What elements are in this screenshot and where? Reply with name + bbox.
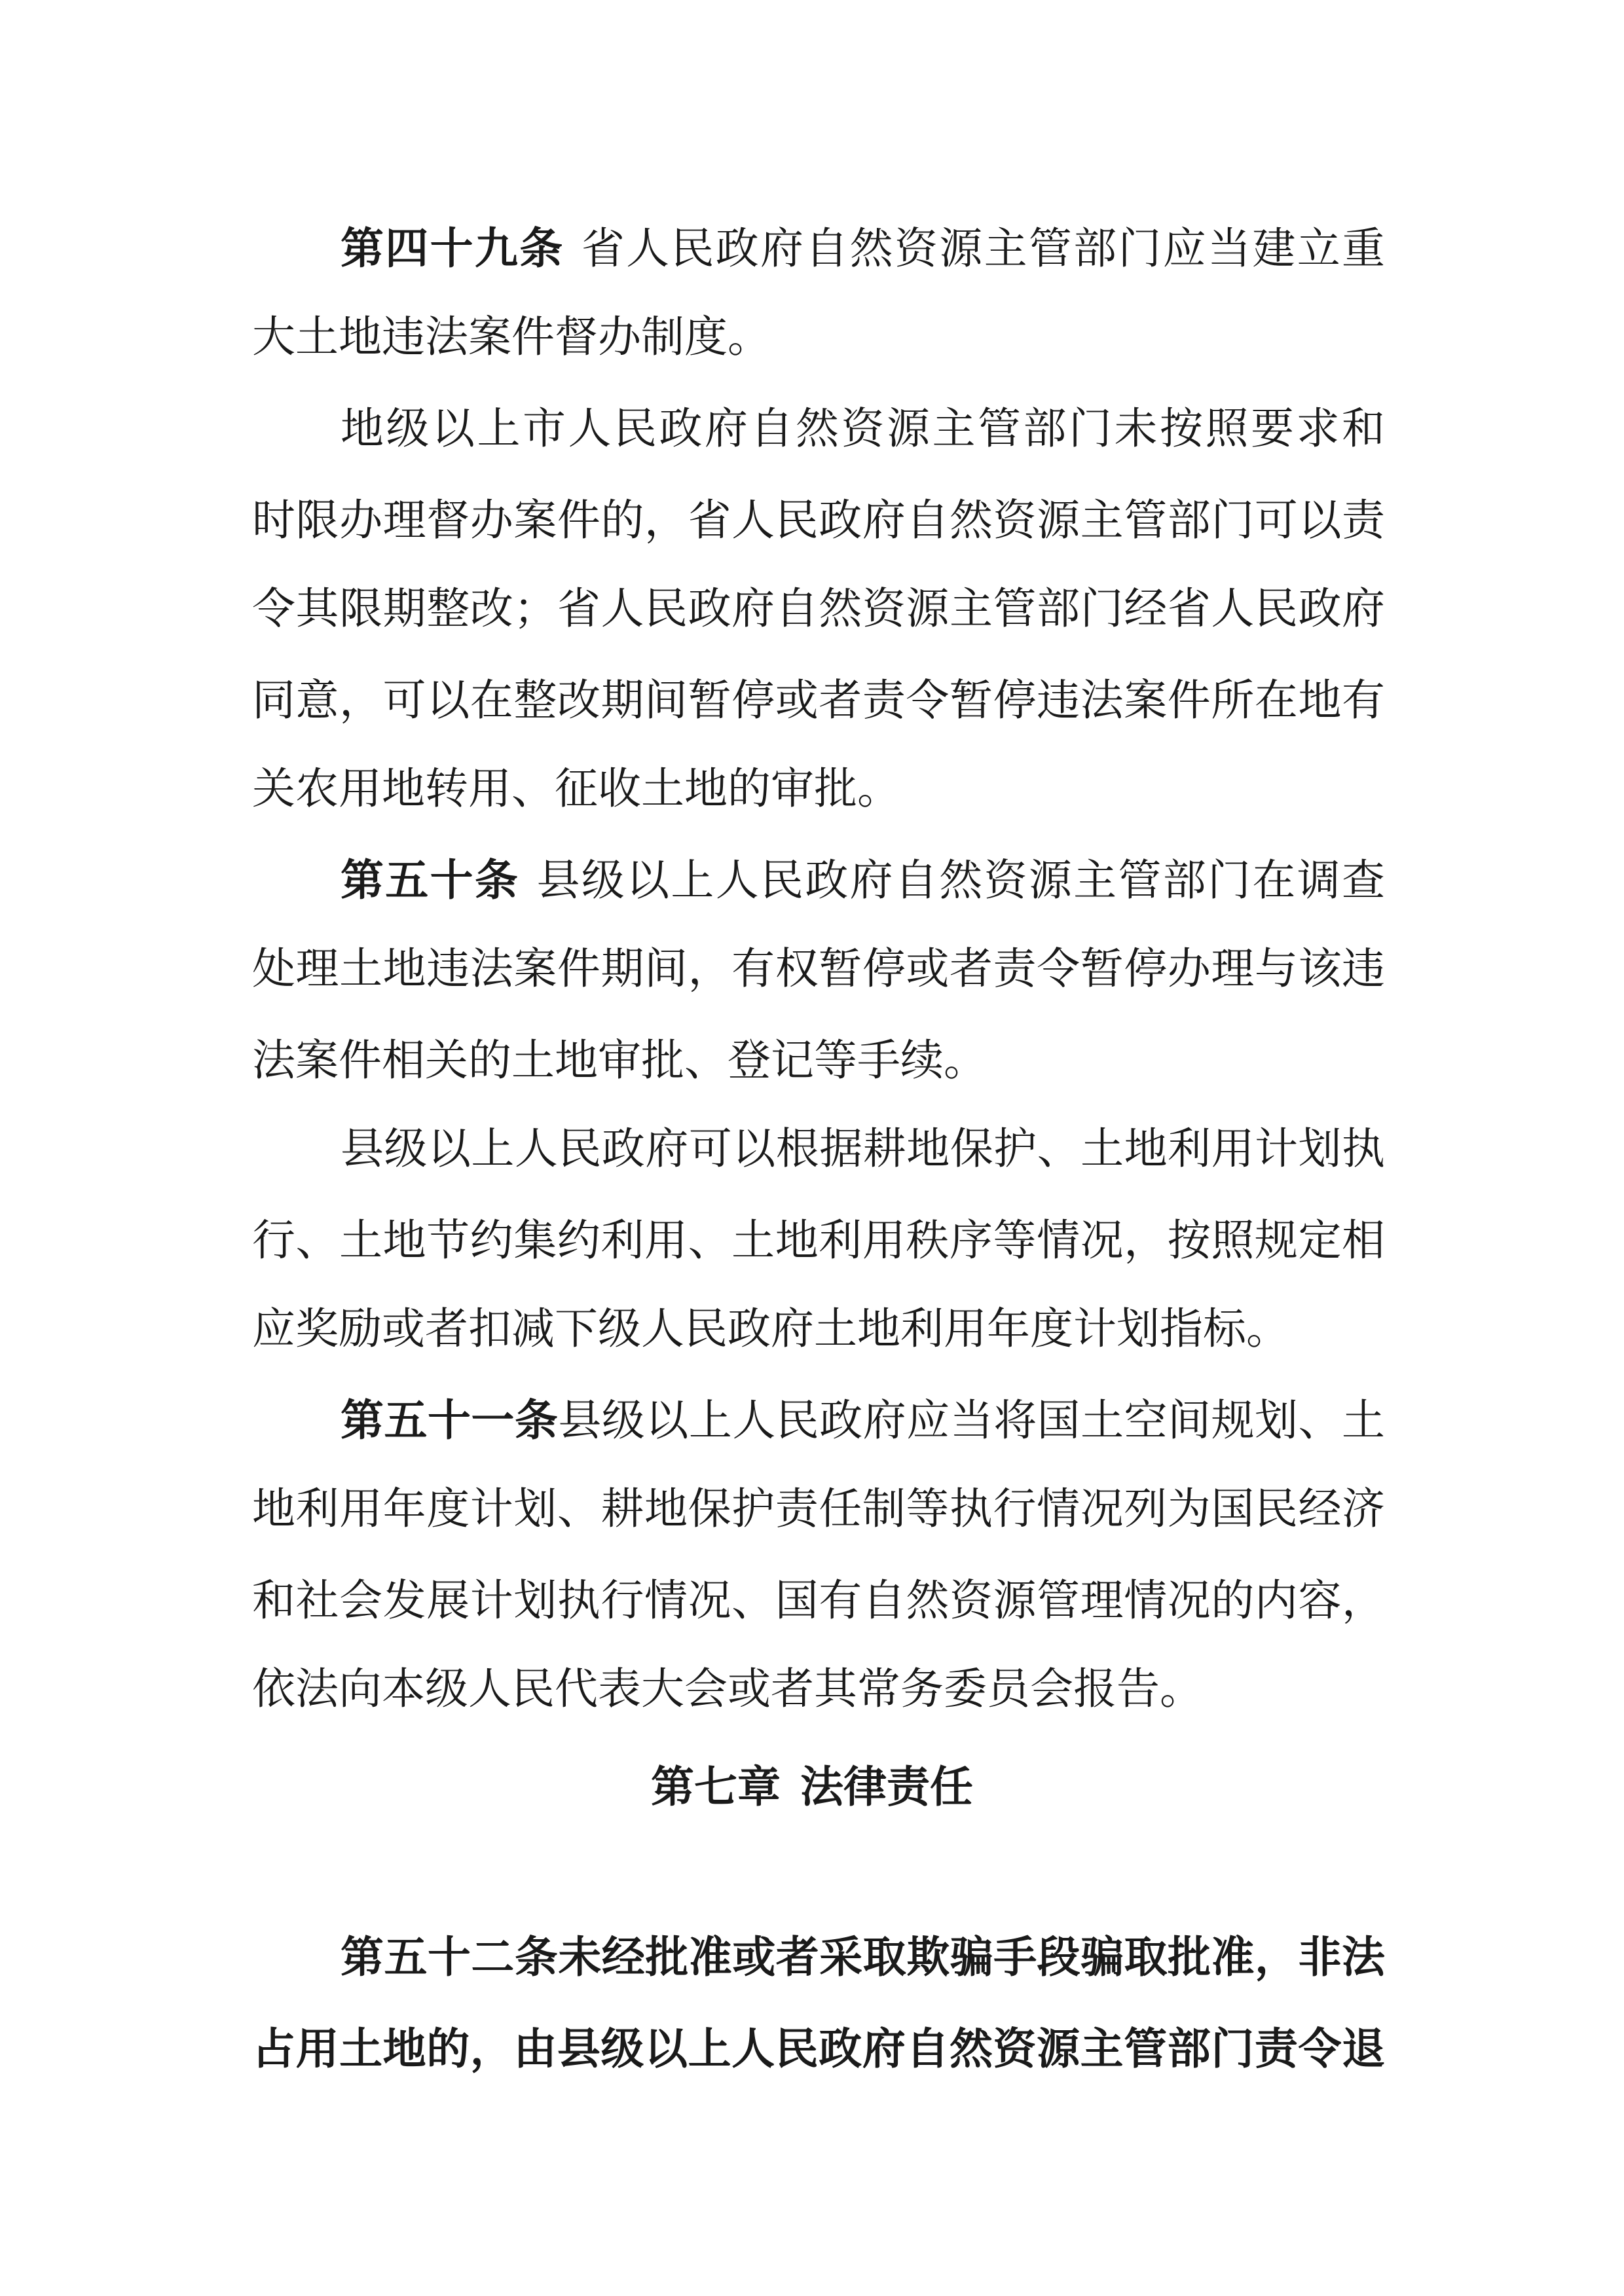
article-50-line-3: 法案件相关的土地审批、登记等手续。 xyxy=(252,1035,987,1085)
article-49-para-2-line-4: 同意，可以在整改期间暂停或者责令暂停违法案件所在地有 xyxy=(252,675,1385,725)
article-49-line-1 xyxy=(341,210,1385,288)
article-49-para-2-line-1: 地级以上市人民政府自然资源主管部门未按照要求和 xyxy=(341,403,1385,454)
article-49-heading: 第四十九条 xyxy=(341,223,564,274)
chapter-number: 第七章 xyxy=(651,1762,781,1812)
article-52-line-1 xyxy=(341,1918,1385,1997)
article-51-heading: 第五十一条 xyxy=(341,1395,559,1446)
article-50-line-1 xyxy=(341,841,1385,920)
article-50-para-2-line-3: 应奖励或者扣减下级人民政府土地利用年度计划指标。 xyxy=(252,1303,1289,1354)
article-49-para-2-line-5: 关农用地转用、征收土地的审批。 xyxy=(252,763,900,814)
article-51-text-1: 县级以上人民政府应当将国土空间规划、土 xyxy=(558,1395,1386,1446)
chapter-heading xyxy=(0,1748,1624,1827)
article-50-line-2: 处理土地违法案件期间，有权暂停或者责令暂停办理与该违 xyxy=(252,943,1385,994)
article-49-para-2-line-2: 时限办理督办案件的，省人民政府自然资源主管部门可以责 xyxy=(252,495,1385,545)
article-51-line-2: 地利用年度计划、耕地保护责任制等执行情况列为国民经济 xyxy=(252,1484,1385,1534)
article-50-heading: 第五十条 xyxy=(341,855,520,905)
article-50-para-2-line-2: 行、土地节约集约利用、土地利用秩序等情况，按照规定相 xyxy=(252,1215,1385,1266)
chapter-title: 法律责任 xyxy=(800,1762,973,1812)
article-49-text-1: 省人民政府自然资源主管部门应当建立重 xyxy=(580,223,1386,274)
article-51-line-3: 和社会发展计划执行情况、国有自然资源管理情况的内容， xyxy=(252,1575,1385,1626)
article-50-text-1: 县级以上人民政府自然资源主管部门在调查 xyxy=(535,855,1386,905)
article-51-line-1 xyxy=(341,1381,1385,1460)
article-52-text-1: 未经批准或者采取欺骗手段骗取批准，非法 xyxy=(558,1932,1386,1982)
article-49-line-2: 大土地违法案件督办制度。 xyxy=(252,312,771,362)
article-51-line-4: 依法向本级人民代表大会或者其常务委员会报告。 xyxy=(252,1664,1203,1714)
article-52-text-2: 占用土地的，由县级以上人民政府自然资源主管部门责令退 xyxy=(252,2024,1385,2074)
article-49-para-2-line-3: 令其限期整改；省人民政府自然资源主管部门经省人民政府 xyxy=(252,583,1385,634)
article-52-heading: 第五十二条 xyxy=(341,1932,559,1982)
article-52-line-2 xyxy=(252,2010,1385,2088)
article-50-para-2-line-1: 县级以上人民政府可以根据耕地保护、土地利用计划执 xyxy=(341,1123,1385,1174)
